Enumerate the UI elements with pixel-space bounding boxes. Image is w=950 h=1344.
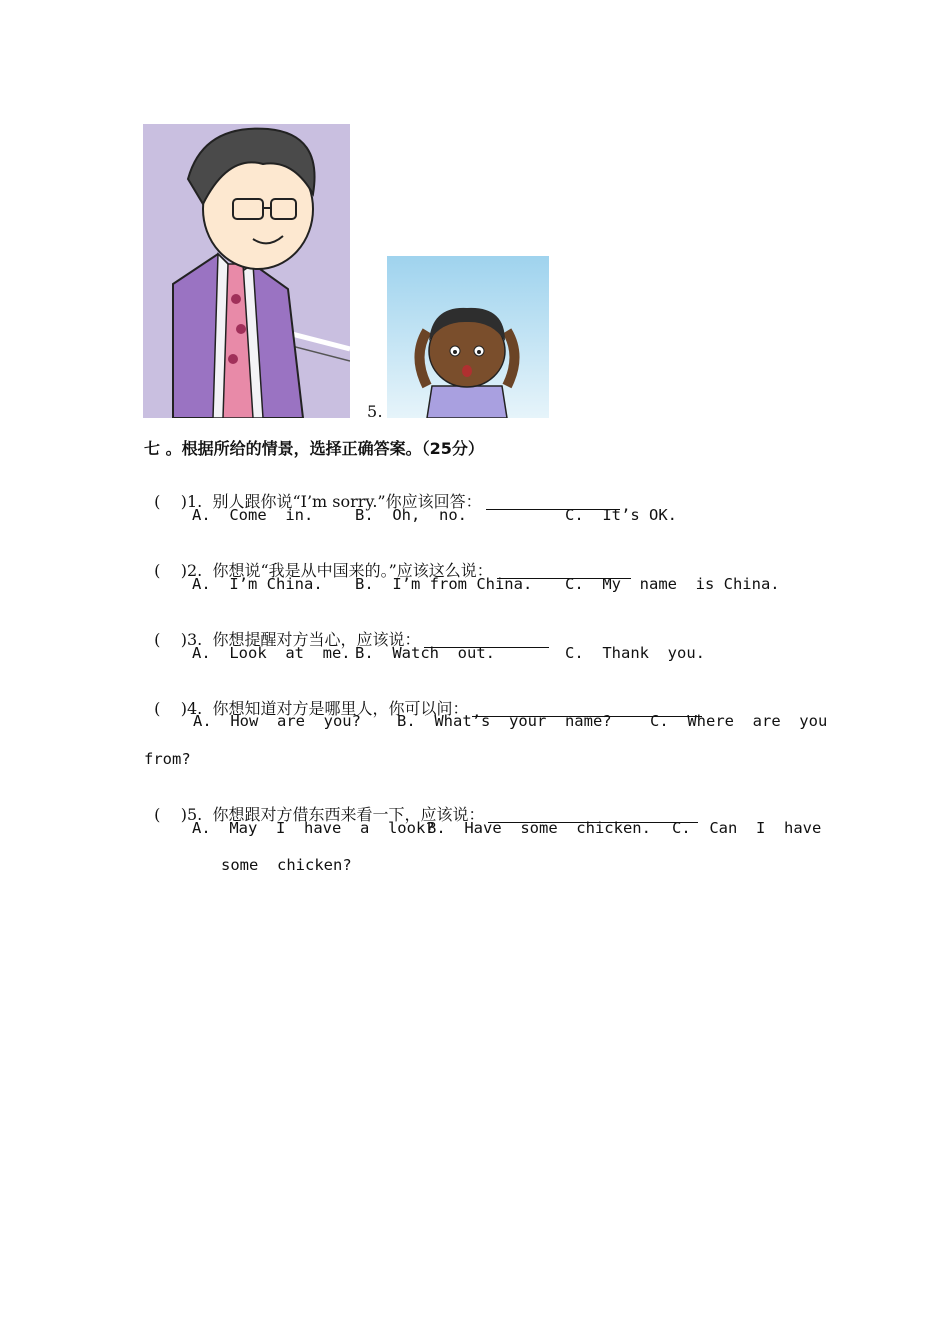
option-1a[interactable]: A. Come in. <box>192 506 314 524</box>
section-title: 七 。根据所给的情景，选择正确答案。（25分） <box>144 439 484 458</box>
option-5c-wrap: some chicken? <box>221 856 352 874</box>
option-5b[interactable]: B. Have some chicken. <box>427 819 651 837</box>
question-prompt: 别人跟你说“I’m sorry.”你应该回答： <box>212 492 482 511</box>
option-2b[interactable]: B. I’m from China. <box>355 575 533 593</box>
answer-paren[interactable]: ( ) <box>154 630 187 649</box>
option-3a[interactable]: A. Look at me. <box>192 644 351 662</box>
option-2a[interactable]: A. I’m China. <box>192 575 323 593</box>
question-prompt: 你想知道对方是哪里人，你可以问： <box>212 699 469 718</box>
option-4c[interactable]: C. Where are you <box>650 712 828 730</box>
teacher-icon <box>143 124 350 418</box>
question-prompt: 你想跟对方借东西来看一下，应该说： <box>212 805 485 824</box>
answer-paren[interactable]: ( ) <box>154 805 187 824</box>
option-3b[interactable]: B. Watch out. <box>355 644 495 662</box>
option-4b[interactable]: B. What’s your name? <box>397 712 612 730</box>
option-1b[interactable]: B. Oh, no. <box>355 506 467 524</box>
question-prompt: 你想提醒对方当心，应该说： <box>212 630 421 649</box>
question-number: 4. <box>187 699 203 718</box>
boy-icon <box>387 256 549 418</box>
question-number: 3. <box>187 630 203 649</box>
question-prompt: 你想说“我是从中国来的。”应该这么说： <box>212 561 493 580</box>
answer-paren[interactable]: ( ) <box>154 492 187 511</box>
item-5-label: 5. <box>367 402 383 421</box>
question-number: 1. <box>187 492 203 511</box>
boy-illustration <box>387 256 549 418</box>
option-5c[interactable]: C. Can I have <box>672 819 822 837</box>
answer-paren[interactable]: ( ) <box>154 561 187 580</box>
option-1c[interactable]: C. It’s OK. <box>565 506 677 524</box>
answer-paren[interactable]: ( ) <box>154 699 187 718</box>
teacher-illustration <box>143 124 350 418</box>
option-5a[interactable]: A. May I have a look? <box>192 819 435 837</box>
question-number: 2. <box>187 561 203 580</box>
option-3c[interactable]: C. Thank you. <box>565 644 705 662</box>
option-4c-wrap: from? <box>144 750 191 768</box>
question-number: 5. <box>187 805 203 824</box>
option-4a[interactable]: A. How are you? <box>193 712 361 730</box>
option-2c[interactable]: C. My name is China. <box>565 575 780 593</box>
